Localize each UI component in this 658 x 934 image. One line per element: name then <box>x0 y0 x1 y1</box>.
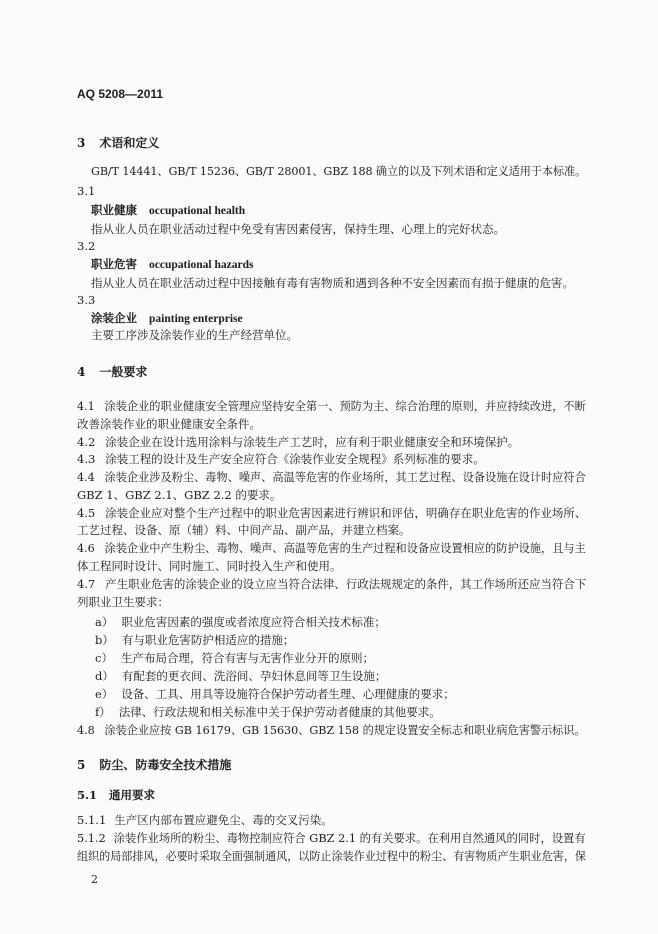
list-marker: c） <box>95 651 113 665</box>
list-marker: a） <box>95 615 114 629</box>
clause-text: 涂装企业中产生粉尘、毒物、噪声、高温等危害的生产过程和设备应设置相应的防护设施，且与主 <box>104 541 586 555</box>
section-3-heading <box>77 135 159 151</box>
clause-5-1-1 <box>77 812 333 828</box>
section-title: 一般要求 <box>99 365 148 379</box>
list-item <box>95 686 455 702</box>
list-text: 设备、工具、用具等设施符合保护劳动者生理、心理健康的要求； <box>121 687 455 701</box>
subsection-5-1-heading <box>77 787 155 803</box>
term-chinese: 职业健康 <box>91 203 137 217</box>
term-chinese: 职业危害 <box>91 257 137 271</box>
clause-number: 5.1.1 <box>77 813 107 827</box>
list-text: 法律、行政法规和相关标准中关于保护劳动者健康的其他要求。 <box>118 705 441 719</box>
list-marker: d） <box>95 669 114 683</box>
term-definition: 指从业人员在职业活动过程中因接触有毒有害物质和遇到各种不安全因素而有损于健康的危害。 <box>91 276 574 290</box>
section-number: 4 <box>77 365 86 379</box>
section-5-heading <box>77 757 231 773</box>
list-item <box>95 704 441 720</box>
clause-text: 生产区内部布置应避免尘、毒的交叉污染。 <box>114 813 333 827</box>
list-item <box>95 650 374 666</box>
list-item <box>95 614 386 630</box>
list-text: 有配套的更衣间、洗浴间、孕妇休息间等卫生设施； <box>121 669 387 683</box>
clause-number: 4.1 <box>77 399 95 413</box>
clause-text: 涂装企业的职业健康安全管理应坚持安全第一、预防为主、综合治理的原则，并应持续改进，不断 <box>104 399 586 413</box>
list-text: 职业危害因素的强度或者浓度应符合相关技术标准； <box>121 615 386 629</box>
clause-text: 涂装企业涉及粉尘、毒物、噪声、高温等危害的作业场所，其工艺过程、设备设施在设计时应符合 <box>104 470 586 484</box>
term-heading <box>91 256 253 273</box>
clause-number: 4.4 <box>77 470 95 484</box>
list-item <box>95 668 386 684</box>
clause-text-continued: 组织的局部排风，必要时采取全面强制通风，以防止涂装作业过程中的粉尘、有害物质产生职业危害，保 <box>77 849 587 863</box>
clause-4-2 <box>77 434 519 450</box>
section-title: 术语和定义 <box>99 136 160 150</box>
term-english: occupational health <box>149 205 246 217</box>
clause-text: 涂装工程的设计及生产安全应符合《涂装作业安全规程》系列标准的要求。 <box>105 452 485 466</box>
clause-text-continued: 工艺过程、设备、原（辅）料、中间产品、副产品，并建立档案。 <box>77 523 411 537</box>
term-heading <box>91 310 243 327</box>
clause-4-8 <box>77 722 586 738</box>
clause-number: 4.3 <box>77 452 96 466</box>
term-chinese: 涂装企业 <box>91 311 137 325</box>
clause-4-6 <box>77 540 586 556</box>
document-id: AQ 5208—2011 <box>77 87 164 101</box>
list-marker: b） <box>95 633 114 647</box>
list-text: 有与职业危害防护相适应的措施； <box>121 633 295 647</box>
term-number: 3.3 <box>77 293 96 307</box>
clause-4-3 <box>77 451 485 467</box>
clause-4-7 <box>77 576 586 592</box>
clause-text-continued: 体工程同时设计、同时施工、同时投入生产和使用。 <box>77 559 342 573</box>
clause-4-4 <box>77 469 586 485</box>
clause-text: 涂装企业应按 GB 16179、GB 15630、GBZ 158 的规定设置安全标志和职业病危害警示标识。 <box>104 723 586 737</box>
clause-text: 产生职业危害的涂装企业的设立应当符合法律、行政法规规定的条件，其工作场所还应当符合下 <box>105 577 587 591</box>
clause-number: 5.1.2 <box>77 831 106 845</box>
term-number: 3.2 <box>77 239 96 253</box>
section-4-heading <box>77 364 147 380</box>
section-number: 3 <box>77 136 86 150</box>
term-english: painting enterprise <box>149 313 243 325</box>
term-heading <box>91 202 245 219</box>
page-number: 2 <box>91 873 98 886</box>
clause-number: 4.2 <box>77 435 96 449</box>
clause-text-continued: 列职业卫生要求： <box>77 595 169 609</box>
clause-number: 4.5 <box>77 506 96 520</box>
term-english: occupational hazards <box>149 259 254 271</box>
clause-4-5 <box>77 505 586 521</box>
section-number: 5 <box>77 758 86 772</box>
list-text: 生产布局合理，符合有害与无害作业分开的原则； <box>120 651 374 665</box>
clause-text: 涂装企业应对整个生产过程中的职业危害因素进行辨识和评估，明确存在职业危害的作业场所、 <box>105 506 587 520</box>
section-3-intro: GB/T 14441、GB/T 15236、GB/T 28001、GBZ 188 确立的以及下列术语和定义适用于本标准。 <box>91 164 587 178</box>
clause-number: 4.7 <box>77 577 96 591</box>
subsection-number: 5.1 <box>77 788 98 802</box>
clause-text: 涂装企业在设计选用涂料与涂装生产工艺时，应有利于职业健康安全和环境保护。 <box>105 435 520 449</box>
clause-text: 涂装作业场所的粉尘、毒物控制应符合 GBZ 2.1 的有关要求。在利用自然通风的同时，设置有 <box>113 831 586 845</box>
clause-5-1-2 <box>77 830 586 846</box>
clause-number: 4.6 <box>77 541 95 555</box>
subsection-title: 通用要求 <box>109 788 156 802</box>
term-definition: 主要工序涉及涂装作业的生产经营单位。 <box>91 328 298 342</box>
clause-text-continued: GBZ 1、GBZ 2.1、GBZ 2.2 的要求。 <box>77 488 282 502</box>
list-marker: e） <box>95 687 114 701</box>
clause-text-continued: 改善涂装作业的职业健康安全条件。 <box>77 417 261 431</box>
clause-4-1 <box>77 398 586 414</box>
clause-number: 4.8 <box>77 723 95 737</box>
list-item <box>95 632 294 648</box>
section-title: 防尘、防毒安全技术措施 <box>99 758 232 772</box>
term-number: 3.1 <box>77 184 96 198</box>
list-marker: f） <box>95 705 111 719</box>
term-definition: 指从业人员在职业活动过程中免受有害因素侵害，保持生理、心理上的完好状态。 <box>91 222 505 236</box>
